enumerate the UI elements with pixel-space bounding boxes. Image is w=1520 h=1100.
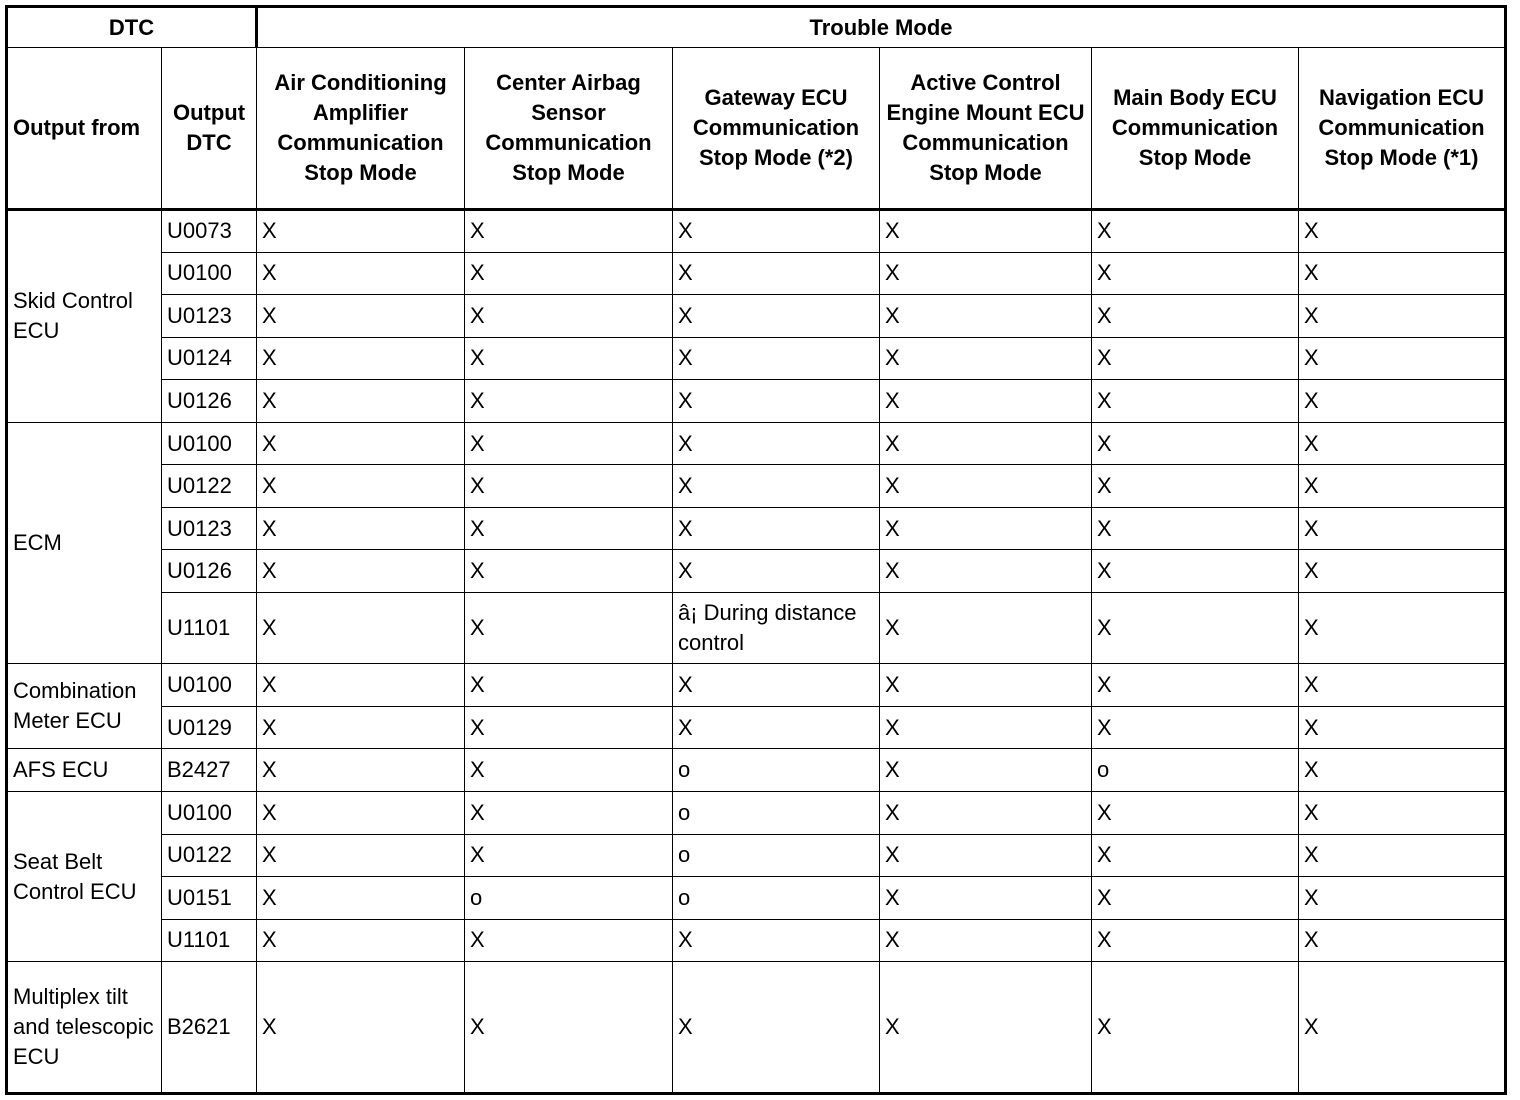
mode-cell: X bbox=[1092, 919, 1299, 962]
table-row bbox=[7, 380, 1506, 423]
mode-cell: X bbox=[1092, 592, 1299, 663]
table-row bbox=[7, 252, 1506, 295]
table-row bbox=[7, 592, 1506, 663]
mode-cell: X bbox=[257, 210, 465, 253]
mode-cell: X bbox=[1092, 422, 1299, 465]
mode-cell: X bbox=[1299, 295, 1506, 338]
table-row bbox=[7, 706, 1506, 749]
table-row bbox=[7, 834, 1506, 877]
mode-cell: X bbox=[880, 252, 1092, 295]
table-row bbox=[7, 295, 1506, 338]
output-dtc-cell: U0100 bbox=[162, 791, 257, 834]
table-row bbox=[7, 210, 1506, 253]
output-dtc-cell: U0151 bbox=[162, 877, 257, 920]
mode-cell: X bbox=[257, 252, 465, 295]
output-dtc-cell: U0100 bbox=[162, 252, 257, 295]
mode-cell: X bbox=[257, 962, 465, 1094]
mode-cell: o bbox=[673, 749, 880, 792]
mode-header-main-body-ecu: Main Body ECU Communication Stop Mode bbox=[1092, 48, 1299, 210]
mode-cell: X bbox=[257, 706, 465, 749]
mode-header-engine-mount-ecu: Active Control Engine Mount ECU Communication Stop Mode bbox=[880, 48, 1092, 210]
mode-cell: X bbox=[1299, 507, 1506, 550]
mode-cell: X bbox=[880, 877, 1092, 920]
mode-cell: X bbox=[880, 749, 1092, 792]
mode-cell: X bbox=[257, 337, 465, 380]
output-dtc-cell: B2621 bbox=[162, 962, 257, 1094]
output-from-cell: AFS ECU bbox=[7, 749, 162, 792]
mode-cell: X bbox=[465, 295, 673, 338]
mode-cell: X bbox=[465, 465, 673, 508]
mode-cell: X bbox=[1092, 962, 1299, 1094]
mode-cell: X bbox=[257, 592, 465, 663]
mode-cell: X bbox=[673, 380, 880, 423]
mode-cell: X bbox=[257, 919, 465, 962]
mode-cell: X bbox=[880, 465, 1092, 508]
mode-cell: X bbox=[673, 962, 880, 1094]
mode-cell: X bbox=[257, 664, 465, 707]
mode-cell: X bbox=[257, 380, 465, 423]
header-column-row bbox=[7, 48, 1506, 210]
mode-cell: X bbox=[880, 210, 1092, 253]
mode-cell: X bbox=[1299, 252, 1506, 295]
mode-cell: X bbox=[465, 592, 673, 663]
mode-header-ac-amplifier: Air Conditioning Amplifier Communication Stop Mode bbox=[257, 48, 465, 210]
mode-cell: X bbox=[673, 919, 880, 962]
mode-cell: X bbox=[1299, 919, 1506, 962]
mode-cell: X bbox=[257, 295, 465, 338]
mode-cell: X bbox=[880, 337, 1092, 380]
output-dtc-cell: U0100 bbox=[162, 664, 257, 707]
mode-cell: X bbox=[1092, 791, 1299, 834]
output-dtc-cell: U0126 bbox=[162, 550, 257, 593]
mode-cell: o bbox=[465, 877, 673, 920]
output-from-cell: Multiplex tilt and telescopic ECU bbox=[7, 962, 162, 1094]
table-row bbox=[7, 507, 1506, 550]
mode-cell: X bbox=[880, 422, 1092, 465]
output-dtc-cell: U0129 bbox=[162, 706, 257, 749]
mode-header-gateway-ecu: Gateway ECU Communication Stop Mode (*2) bbox=[673, 48, 880, 210]
table-row bbox=[7, 664, 1506, 707]
mode-cell: X bbox=[880, 507, 1092, 550]
mode-cell: X bbox=[465, 749, 673, 792]
dtc-group-header: DTC bbox=[7, 7, 257, 48]
mode-cell: X bbox=[1092, 252, 1299, 295]
mode-cell: X bbox=[257, 422, 465, 465]
trouble-mode-group-header: Trouble Mode bbox=[257, 7, 1506, 48]
output-dtc-cell: U1101 bbox=[162, 919, 257, 962]
mode-cell: X bbox=[465, 252, 673, 295]
output-from-cell: ECM bbox=[7, 422, 162, 664]
dtc-trouble-mode-table bbox=[5, 5, 1507, 1095]
mode-cell: X bbox=[257, 550, 465, 593]
mode-cell: o bbox=[1092, 749, 1299, 792]
mode-cell: X bbox=[1299, 550, 1506, 593]
mode-header-navigation-ecu: Navigation ECU Communication Stop Mode (*1) bbox=[1299, 48, 1506, 210]
mode-cell: X bbox=[465, 919, 673, 962]
mode-cell: X bbox=[1299, 592, 1506, 663]
output-from-cell: Combination Meter ECU bbox=[7, 664, 162, 749]
mode-cell: X bbox=[1299, 834, 1506, 877]
mode-cell: X bbox=[880, 380, 1092, 423]
mode-cell: X bbox=[1299, 877, 1506, 920]
mode-cell: X bbox=[465, 706, 673, 749]
output-dtc-cell: U0122 bbox=[162, 834, 257, 877]
output-dtc-cell: U0123 bbox=[162, 507, 257, 550]
table-row bbox=[7, 337, 1506, 380]
output-from-cell: Skid Control ECU bbox=[7, 210, 162, 423]
table-row bbox=[7, 791, 1506, 834]
mode-cell: X bbox=[880, 592, 1092, 663]
output-from-header: Output from bbox=[7, 48, 162, 210]
table-body bbox=[7, 210, 1506, 1094]
mode-cell: X bbox=[1299, 380, 1506, 423]
mode-cell: X bbox=[1299, 337, 1506, 380]
table-row bbox=[7, 919, 1506, 962]
mode-cell: X bbox=[257, 507, 465, 550]
mode-cell: X bbox=[880, 834, 1092, 877]
mode-cell: X bbox=[673, 664, 880, 707]
mode-cell: X bbox=[1299, 791, 1506, 834]
mode-cell: o bbox=[673, 791, 880, 834]
mode-cell: X bbox=[880, 664, 1092, 707]
mode-cell: X bbox=[1092, 380, 1299, 423]
mode-cell: X bbox=[465, 834, 673, 877]
mode-cell: X bbox=[465, 337, 673, 380]
output-dtc-cell: U0126 bbox=[162, 380, 257, 423]
mode-cell: X bbox=[1092, 664, 1299, 707]
output-dtc-header: Output DTC bbox=[162, 48, 257, 210]
mode-cell: X bbox=[465, 664, 673, 707]
mode-cell: X bbox=[257, 749, 465, 792]
mode-header-center-airbag: Center Airbag Sensor Communication Stop Mode bbox=[465, 48, 673, 210]
mode-cell: X bbox=[257, 877, 465, 920]
mode-cell: X bbox=[673, 422, 880, 465]
output-dtc-cell: U1101 bbox=[162, 592, 257, 663]
mode-cell: X bbox=[1092, 465, 1299, 508]
mode-cell: X bbox=[465, 507, 673, 550]
mode-cell: X bbox=[257, 834, 465, 877]
mode-cell: X bbox=[673, 465, 880, 508]
mode-cell: X bbox=[673, 337, 880, 380]
mode-cell: X bbox=[880, 295, 1092, 338]
table-row bbox=[7, 962, 1506, 1094]
output-dtc-cell: U0123 bbox=[162, 295, 257, 338]
mode-cell: X bbox=[880, 550, 1092, 593]
mode-cell: X bbox=[465, 962, 673, 1094]
mode-cell: X bbox=[1092, 295, 1299, 338]
mode-cell: o bbox=[673, 834, 880, 877]
mode-cell: X bbox=[465, 422, 673, 465]
mode-cell: X bbox=[1092, 834, 1299, 877]
mode-cell: X bbox=[465, 791, 673, 834]
header-group-row bbox=[7, 7, 1506, 48]
output-dtc-cell: B2427 bbox=[162, 749, 257, 792]
mode-cell: X bbox=[465, 550, 673, 593]
mode-cell: X bbox=[880, 706, 1092, 749]
mode-cell: X bbox=[673, 252, 880, 295]
mode-cell: X bbox=[1092, 877, 1299, 920]
mode-cell: X bbox=[1092, 550, 1299, 593]
mode-cell: X bbox=[880, 919, 1092, 962]
mode-cell: X bbox=[1092, 507, 1299, 550]
mode-cell: X bbox=[1092, 706, 1299, 749]
table-row bbox=[7, 877, 1506, 920]
table-row bbox=[7, 749, 1506, 792]
output-dtc-cell: U0100 bbox=[162, 422, 257, 465]
mode-cell: X bbox=[1092, 210, 1299, 253]
mode-cell: X bbox=[1092, 337, 1299, 380]
mode-cell: X bbox=[1299, 962, 1506, 1094]
mode-cell: X bbox=[465, 380, 673, 423]
table-row bbox=[7, 550, 1506, 593]
mode-cell: X bbox=[673, 550, 880, 593]
mode-cell: X bbox=[257, 791, 465, 834]
mode-cell: X bbox=[673, 507, 880, 550]
table-header bbox=[7, 7, 1506, 210]
mode-cell: X bbox=[1299, 664, 1506, 707]
output-dtc-cell: U0073 bbox=[162, 210, 257, 253]
mode-cell: X bbox=[880, 962, 1092, 1094]
output-dtc-cell: U0122 bbox=[162, 465, 257, 508]
output-from-cell: Seat Belt Control ECU bbox=[7, 791, 162, 961]
mode-cell: X bbox=[673, 706, 880, 749]
output-dtc-cell: U0124 bbox=[162, 337, 257, 380]
table-row bbox=[7, 465, 1506, 508]
mode-cell: o bbox=[673, 877, 880, 920]
mode-cell: X bbox=[465, 210, 673, 253]
mode-cell: â¡ During distance control bbox=[673, 592, 880, 663]
mode-cell: X bbox=[1299, 210, 1506, 253]
mode-cell: X bbox=[1299, 749, 1506, 792]
mode-cell: X bbox=[257, 465, 465, 508]
table-row bbox=[7, 422, 1506, 465]
mode-cell: X bbox=[673, 210, 880, 253]
mode-cell: X bbox=[1299, 465, 1506, 508]
mode-cell: X bbox=[880, 791, 1092, 834]
mode-cell: X bbox=[1299, 422, 1506, 465]
mode-cell: X bbox=[673, 295, 880, 338]
mode-cell: X bbox=[1299, 706, 1506, 749]
